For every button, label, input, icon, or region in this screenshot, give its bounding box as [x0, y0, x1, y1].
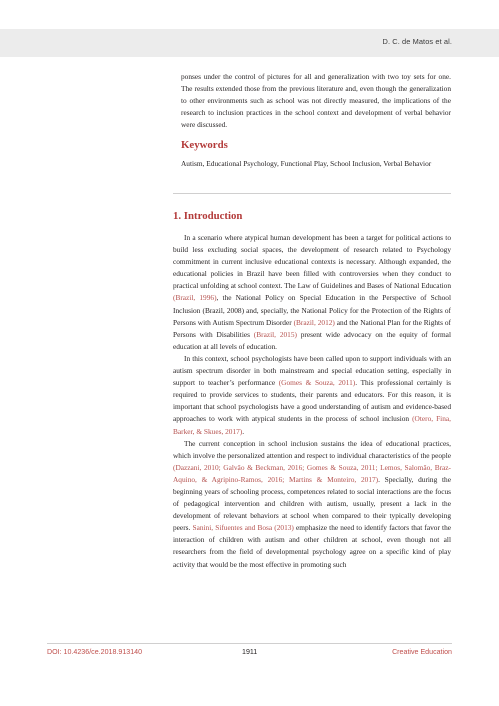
keywords-heading: Keywords — [181, 139, 228, 151]
paragraph-text: and the National Plan for the Rights of Persons with Disabilities — [173, 317, 451, 339]
footer-journal-name[interactable]: Creative Education — [392, 648, 452, 656]
footer-page-number: 1911 — [242, 648, 258, 656]
introduction-body — [173, 232, 451, 571]
section-heading-introduction: 1. Introduction — [173, 210, 243, 222]
section-divider — [173, 193, 451, 194]
paragraph-text: . Specially, during the beginning years of schooling process, competences related to social interactions are the focus of pedagogical intervention and children with autism, usually, present a lack in the development of relevant behaviors at school when compared to their typically developing peers. — [173, 474, 451, 533]
citation-link[interactable]: (Gomes & Souza, 2011) — [278, 378, 356, 388]
paragraph-text: The current conception in school inclusion sustains the idea of educational practices, which involve the personalized attention and respect to individual characteristics of the people — [173, 438, 451, 460]
footer-rule — [47, 643, 452, 644]
citation-link[interactable]: (Brazil, 1996) — [173, 293, 217, 303]
citation-link[interactable]: (Otero, Fina, Barker, & Skues, 2017) — [173, 414, 451, 436]
citation-link[interactable]: (Dazzani, 2010; Galvão & Beckman, 2016; Gomes & Souza, 2011; Lemos, Salomão, Braz-Aquino, & Agripino-Ramos, 2016; Martins & Monteiro, 2017) — [173, 462, 451, 484]
paragraph-text: emphasize the need to identify factors that favor the interaction of children with autism and other children at school, even though not all researchers from the field of developmental psychology agree on a specific kind of play activity that would be the most effective in promoting such — [173, 523, 451, 569]
paragraph-text: . — [242, 426, 245, 436]
running-header-authors: D. C. de Matos et al. — [382, 37, 452, 46]
footer-doi-link[interactable]: DOI: 10.4236/ce.2018.913140 — [47, 648, 143, 656]
paragraph-text: In a scenario where atypical human development has been a target for political actions to build less excluding social spaces, the development of research related to Psychology commitment in current inclusive educational contexts is necessary. Although expanded, the educational policies in Brazil have been filled with controversies when they conduct to practical unfolding at school context. The Law of Guidelines and Bases of National Education — [173, 233, 451, 291]
paragraph — [173, 353, 451, 438]
paragraph-text: In this context, school psychologists have been called upon to support individuals with an autism spectrum disorder in both mainstream and special education setting, especially in support to teacher’s performance — [173, 353, 451, 388]
paragraph-text: present wide advocacy on the equity of formal education at all levels of education. — [173, 329, 451, 351]
paragraph — [173, 438, 451, 571]
citation-link[interactable]: Sanini, Sifuentes and Bosa (2013) — [192, 523, 294, 533]
paragraph-text: , the National Policy on Special Education in the Perspective of School Inclusion (Brazil, 2008) and, specially, the National Policy for the Protection of the Rights of Persons with Autism Spectrum Disorder — [173, 293, 451, 327]
citation-link[interactable]: (Brazil, 2015) — [253, 329, 297, 339]
abstract-continuation: ponses under the control of pictures for all and generalization with two toy sets for one. The results extended those from the previous literature and, even though the generalization to other environments such as school was not directly measured, the implications of the research to inclusion practices in the school context and development of verbal behavior were discussed. — [181, 72, 451, 130]
citation-link[interactable]: (Brazil, 2012) — [293, 317, 335, 327]
keywords-list: Autism, Educational Psychology, Functional Play, School Inclusion, Verbal Behavior — [181, 159, 432, 168]
paragraph-text: . This professional certainly is required to provide services to students, their parents and educators. For this reason, it is important that school psychologists have a good understanding of autism and evidence-based approaches to work with atypical students in the process of school inclusion — [173, 378, 451, 424]
paragraph — [173, 232, 451, 353]
